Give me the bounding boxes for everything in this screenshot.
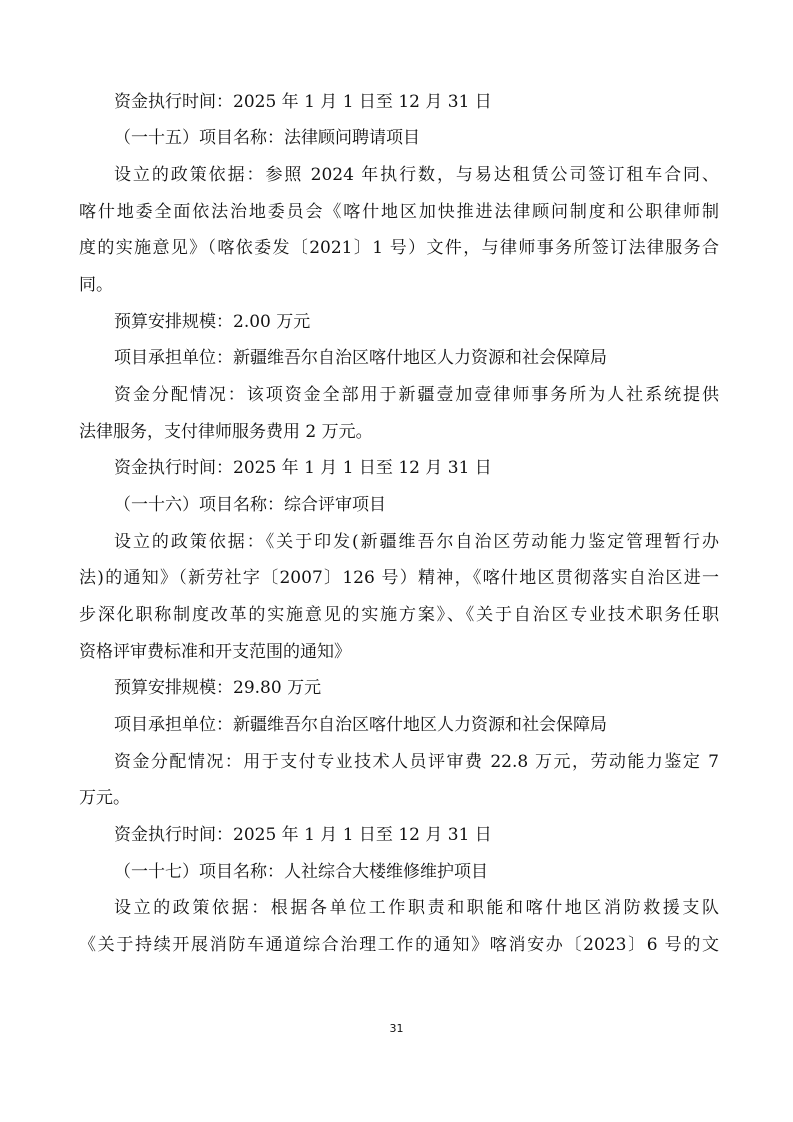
paragraph-line: 资金执行时间：2025 年 1 月 1 日至 12 月 31 日 xyxy=(114,92,492,112)
paragraph-line: 资金分配情况：用于支付专业技术人员评审费 22.8 万元，劳动能力鉴定 7 xyxy=(114,752,719,772)
section-heading: （一十五）项目名称：法律顾问聘请项目 xyxy=(114,128,420,148)
paragraph-line: 资金分配情况：该项资金全部用于新疆壹加壹律师事务所为人社系统提供 xyxy=(114,385,719,405)
paragraph-line: 同。 xyxy=(79,275,113,295)
section-heading: （一十七）项目名称：人社综合大楼维修维护项目 xyxy=(114,862,488,882)
paragraph-line: 设立的政策依据：根据各单位工作职责和职能和喀什地区消防救援支队 xyxy=(114,898,719,918)
paragraph-line: 《关于持续开展消防车通道综合治理工作的通知》喀消安办〔2023〕6 号的文 xyxy=(79,935,719,955)
section-heading: （一十六）项目名称：综合评审项目 xyxy=(114,495,386,515)
paragraph-line: 设立的政策依据：《关于印发(新疆维吾尔自治区劳动能力鉴定管理暂行办 xyxy=(114,532,719,552)
paragraph-line: 步深化职称制度改革的实施意见的实施方案》、《关于自治区专业技术职务任职 xyxy=(79,605,719,625)
paragraph-line: 资金执行时间：2025 年 1 月 1 日至 12 月 31 日 xyxy=(114,458,492,478)
page-number: 31 xyxy=(389,1022,404,1035)
paragraph-line: 万元。 xyxy=(79,788,130,808)
paragraph-line: 度的实施意见》（喀依委发〔2021〕1 号）文件，与律师事务所签订法律服务合 xyxy=(79,238,719,258)
paragraph-line: 喀什地委全面依法治地委员会《喀什地区加快推进法律顾问制度和公职律师制 xyxy=(79,202,719,222)
paragraph-line: 法律服务，支付律师服务费用 2 万元。 xyxy=(79,422,373,442)
paragraph-line: 资金执行时间：2025 年 1 月 1 日至 12 月 31 日 xyxy=(114,825,492,845)
paragraph-line: 预算安排规模：29.80 万元 xyxy=(114,678,322,698)
paragraph-line: 项目承担单位：新疆维吾尔自治区喀什地区人力资源和社会保障局 xyxy=(114,715,607,735)
paragraph-line: 预算安排规模：2.00 万元 xyxy=(114,312,311,332)
paragraph-line: 设立的政策依据：参照 2024 年执行数，与易达租赁公司签订租车合同、 xyxy=(114,165,719,185)
paragraph-line: 资格评审费标准和开支范围的通知》 xyxy=(79,642,351,662)
paragraph-line: 项目承担单位：新疆维吾尔自治区喀什地区人力资源和社会保障局 xyxy=(114,348,607,368)
paragraph-line: 法)的通知》（新劳社字〔2007〕126 号）精神，《喀什地区贯彻落实自治区进一 xyxy=(79,568,719,588)
